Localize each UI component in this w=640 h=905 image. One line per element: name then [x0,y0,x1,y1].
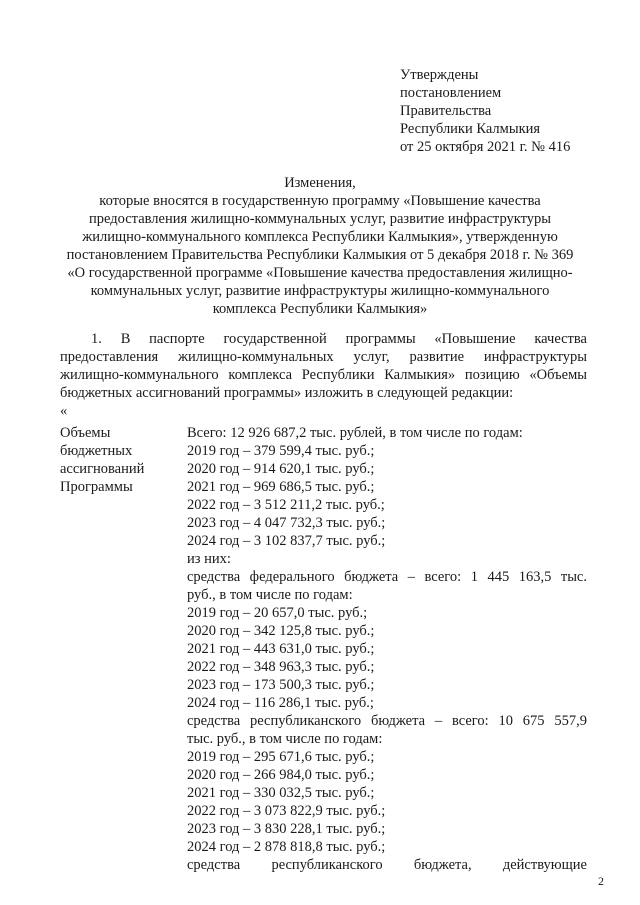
table-value-line: 2021 год – 969 686,5 тыс. руб.; [187,479,375,495]
approval-line: Республики Калмыкия [400,121,541,137]
approval-line: Правительства [400,103,492,119]
opening-quote: « [60,403,68,419]
table-value-line: 2020 год – 342 125,8 тыс. руб.; [187,623,375,639]
approval-line: Утверждены [400,67,479,83]
table-value-line: средства республиканского бюджета – всего: 10 675 557,9 [187,713,587,729]
table-value-line: руб., в том числе по годам: [187,587,353,603]
table-label-line: ассигнований [60,461,145,477]
paragraph-line: 1. В паспорте государственной программы «Повышение качества [91,331,587,347]
heading-line: «О государственной программе «Повышение качества предоставления жилищно- [67,265,573,281]
table-value-line: 2024 год – 116 286,1 тыс. руб.; [187,695,374,711]
heading-line: которые вносятся в государственную программу «Повышение качества [99,193,541,209]
paragraph-line: жилищно-коммунального комплекса Республики Калмыкия» позицию «Объемы [60,367,587,383]
table-value-line: 2021 год – 443 631,0 тыс. руб.; [187,641,375,657]
table-value-line: 2021 год – 330 032,5 тыс. руб.; [187,785,375,801]
heading-line: жилищно-коммунального комплекса Республики Калмыкия», утвержденную [82,229,558,245]
heading-line: предоставления жилищно-коммунальных услуг, развитие инфраструктуры [89,211,551,227]
table-value-line: средства федерального бюджета – всего: 1 445 163,5 тыс. [187,569,587,585]
heading-line: коммунальных услуг, развитие инфраструктуры жилищно-коммунального [90,283,550,299]
table-value-line: 2020 год – 266 984,0 тыс. руб.; [187,767,375,783]
table-value-line: 2019 год – 295 671,6 тыс. руб.; [187,749,375,765]
table-value-line: из них: [187,551,231,567]
table-label-line: Программы [60,479,133,495]
table-value-line: 2019 год – 379 599,4 тыс. руб.; [187,443,375,459]
table-value-line: средства республиканского бюджета, действующие [187,857,587,873]
table-value-line: 2022 год – 3 073 822,9 тыс. руб.; [187,803,386,819]
heading-line: комплекса Республики Калмыкия» [212,301,428,317]
table-value-line: 2024 год – 3 102 837,7 тыс. руб.; [187,533,386,549]
approval-line: от 25 октября 2021 г. № 416 [400,139,571,155]
table-value-line: тыс. руб., в том числе по годам: [187,731,383,747]
table-value-line: 2022 год – 3 512 211,2 тыс. руб.; [187,497,385,513]
table-value-line: 2020 год – 914 620,1 тыс. руб.; [187,461,375,477]
approval-line: постановлением [400,85,502,101]
table-value-line: 2023 год – 173 500,3 тыс. руб.; [187,677,375,693]
paragraph-line: предоставления жилищно-коммунальных услуг, развитие инфраструктуры [60,349,587,365]
table-value-line: Всего: 12 926 687,2 тыс. рублей, в том числе по годам: [187,425,523,441]
table-value-line: 2019 год – 20 657,0 тыс. руб.; [187,605,368,621]
table-value-line: 2023 год – 4 047 732,3 тыс. руб.; [187,515,386,531]
paragraph-line: бюджетных ассигнований программы» изложить в следующей редакции: [60,385,514,401]
table-value-line: 2024 год – 2 878 818,8 тыс. руб.; [187,839,386,855]
table-value-line: 2022 год – 348 963,3 тыс. руб.; [187,659,375,675]
table-label-line: Объемы [60,425,111,441]
heading-line: постановлением Правительства Республики Калмыкия от 5 декабря 2018 г. № 369 [66,247,574,263]
heading-title: Изменения, [284,175,356,191]
table-value-line: 2023 год – 3 830 228,1 тыс. руб.; [187,821,386,837]
table-label-line: бюджетных [60,443,133,459]
page-number: 2 [598,874,604,888]
